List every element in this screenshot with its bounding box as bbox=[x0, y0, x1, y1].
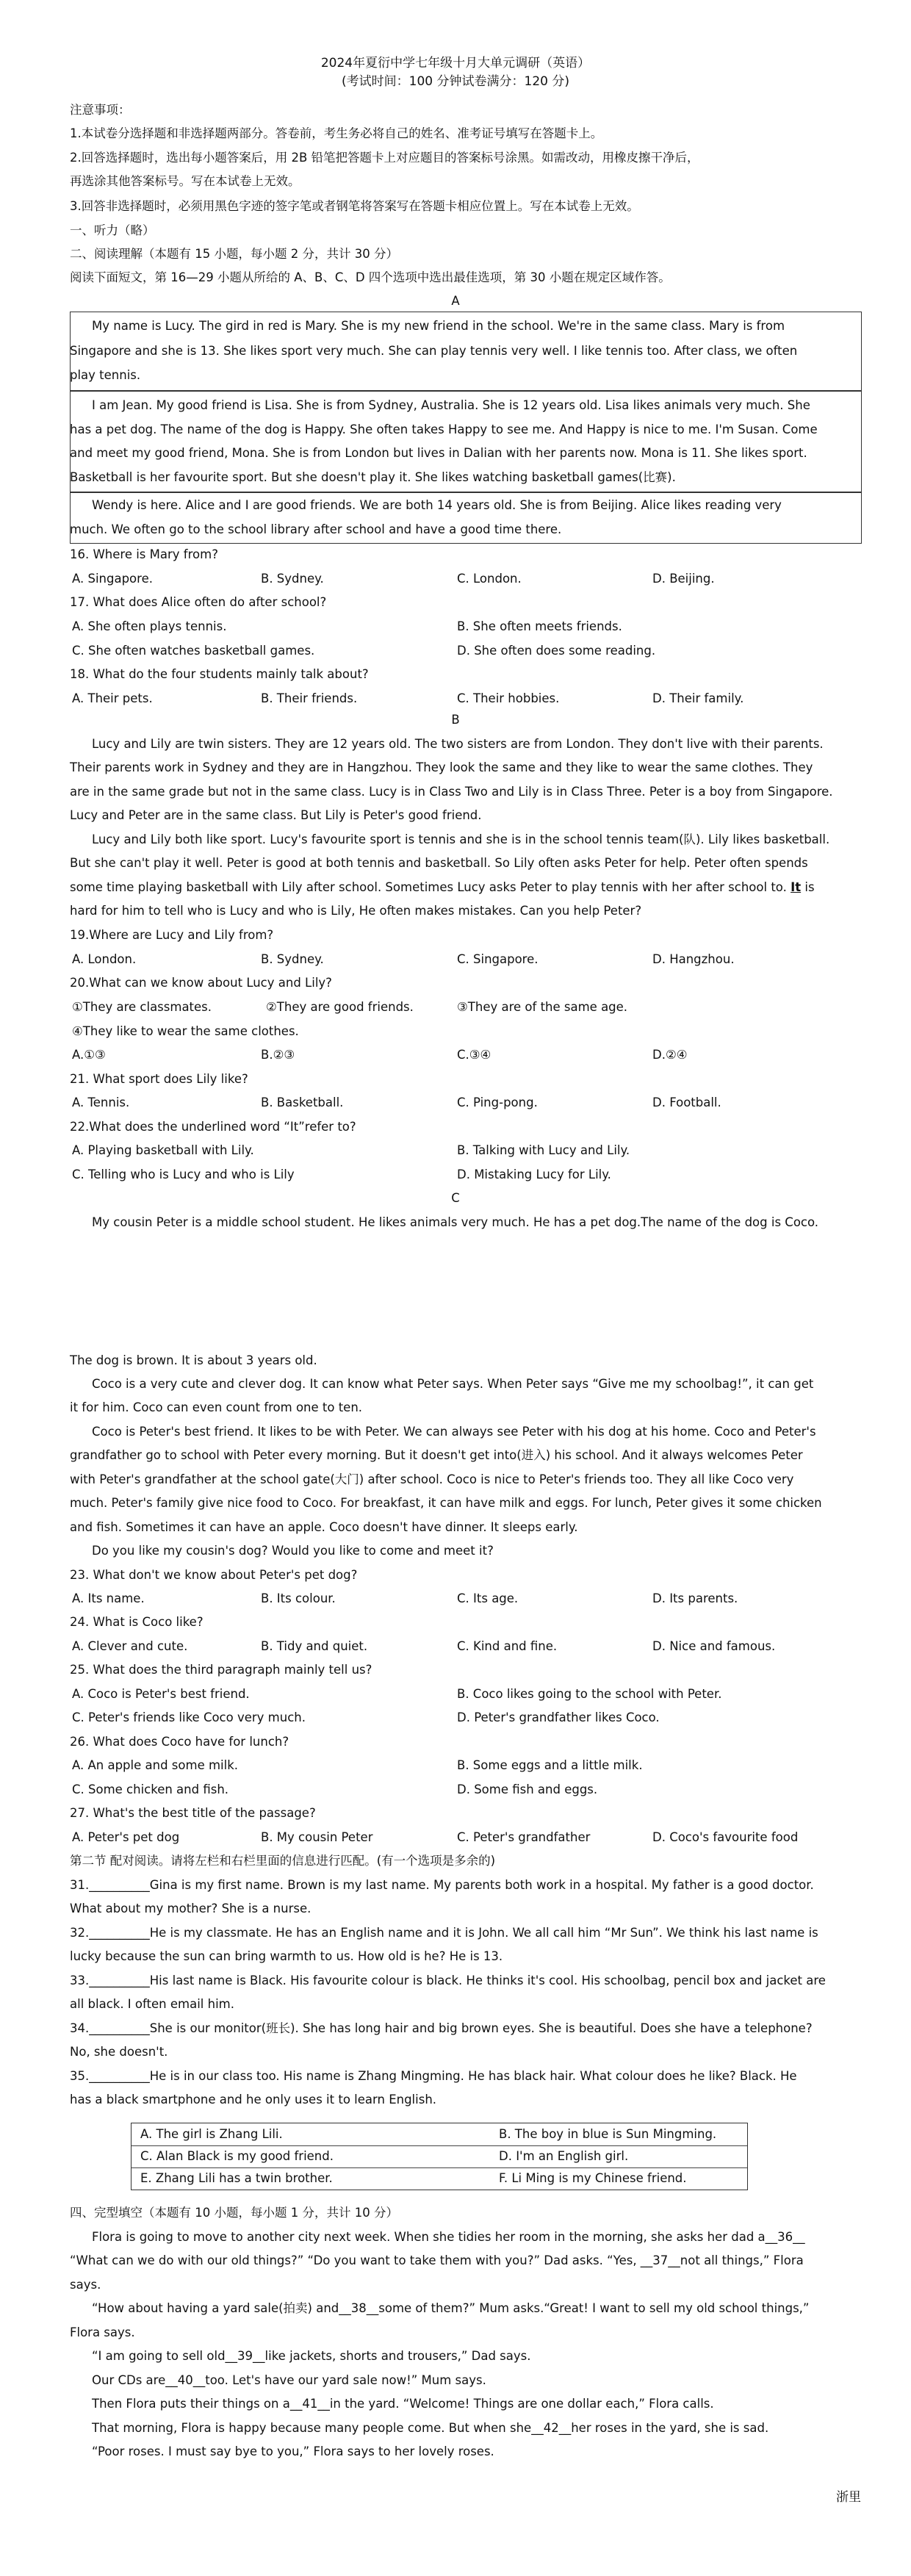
matching-options-row bbox=[132, 2123, 747, 2146]
option-27d: D. Coco's favourite food bbox=[652, 1830, 799, 1844]
option-22c: C. Telling who is Lucy and who is Lily bbox=[72, 1168, 295, 1181]
option-23d: D. Its parents. bbox=[652, 1591, 738, 1605]
option-17a: A. She often plays tennis. bbox=[72, 619, 227, 633]
option-21c: C. Ping-pong. bbox=[457, 1095, 538, 1109]
passage-b-p1-line: Their parents work in Sydney and they are in Hangzhou. They look the same and they like to wear the same clothes. They bbox=[70, 760, 813, 774]
passage-b-p1-line: are in the same grade but not in the same class. Lucy is in Class Two and Lily is in Class Three. Peter is a boy from Singapore. bbox=[70, 785, 833, 799]
matching-option-a: A. The girl is Zhang Lili. bbox=[140, 2127, 283, 2141]
matching-option-d: D. I'm an English girl. bbox=[499, 2149, 629, 2163]
passage-label-a: A bbox=[451, 294, 460, 308]
option-25b: B. Coco likes going to the school with Peter. bbox=[457, 1687, 722, 1701]
matching-line: has a black smartphone and he only uses it to learn English. bbox=[70, 2093, 437, 2107]
cloze-line: Flora says. bbox=[70, 2325, 135, 2339]
question-22: 22.What does the underlined word “It”refer to? bbox=[70, 1120, 356, 1134]
option-21a: A. Tennis. bbox=[72, 1095, 130, 1109]
notice-item: 再选涂其他答案标号。写在本试卷上无效。 bbox=[70, 174, 300, 188]
passage-c-p4-line: Do you like my cousin's dog? Would you like to come and meet it? bbox=[92, 1544, 494, 1558]
option-18a: A. Their pets. bbox=[72, 691, 153, 705]
option-26b: B. Some eggs and a little milk. bbox=[457, 1758, 643, 1772]
option-19b: B. Sydney. bbox=[261, 952, 324, 966]
matching-heading: 第二节 配对阅读。请将左栏和右栏里面的信息进行匹配。(有一个选项是多余的) bbox=[70, 1854, 496, 1868]
matching-line: 35.__________He is in our class too. His name is Zhang Mingming. He has black hair. What colour does he like? Black. He bbox=[70, 2069, 797, 2083]
option-19d: D. Hangzhou. bbox=[652, 952, 735, 966]
passage-b-p2-line: hard for him to tell who is Lucy and who is Lily, He often makes mistakes. Can you help Peter? bbox=[70, 904, 642, 918]
matching-line: 31.__________Gina is my first name. Brown is my last name. My parents both work in a hospital. My father is a good doctor. bbox=[70, 1878, 814, 1892]
passage-b-p1-line: Lucy and Lily are twin sisters. They are 12 years old. The two sisters are from London. They don't live with their parents. bbox=[92, 737, 824, 751]
question-27: 27. What's the best title of the passage? bbox=[70, 1806, 316, 1820]
option-23b: B. Its colour. bbox=[261, 1591, 336, 1605]
option-18b: B. Their friends. bbox=[261, 691, 358, 705]
matching-options-table bbox=[131, 2123, 748, 2190]
section-heading-listening: 一、听力（略） bbox=[70, 223, 155, 237]
option-16c: C. London. bbox=[457, 572, 522, 586]
matching-line: 33.__________His last name is Black. His favourite colour is black. He thinks it's cool. His schoolbag, pencil box and jacket are bbox=[70, 1974, 826, 1987]
passage-a-p2-line: has a pet dog. The name of the dog is Happy. She often takes Happy to see me. And Happy is nice to me. I'm Susan. Come bbox=[70, 422, 818, 436]
option-24c: C. Kind and fine. bbox=[457, 1639, 558, 1653]
passage-c-p3-line: grandfather go to school with Peter every morning. But it doesn't get into(进入) his school. And it always welcomes Peter bbox=[70, 1448, 803, 1462]
option-20a: A.①③ bbox=[72, 1048, 106, 1062]
option-20d: D.②④ bbox=[652, 1048, 688, 1062]
statement-3: ③They are of the same age. bbox=[457, 1000, 628, 1014]
passage-a-p3-line: much. We often go to the school library after school and have a good time there. bbox=[70, 522, 562, 536]
option-20c: C.③④ bbox=[457, 1048, 491, 1062]
matching-option-b: B. The boy in blue is Sun Mingming. bbox=[499, 2127, 717, 2141]
passage-b-p2-line: Lucy and Lily both like sport. Lucy's favourite sport is tennis and she is in the school tennis team(队). Lily likes basketball. bbox=[92, 832, 830, 846]
passage-a-p2-line: Basketball is her favourite sport. But she doesn't play it. She likes watching basketball games(比赛). bbox=[70, 470, 676, 484]
passage-c-p3-line: with Peter's grandfather at the school gate(大门) after school. Coco is nice to Peter's friends too. They all like Coco very bbox=[70, 1472, 794, 1486]
cloze-heading: 四、完型填空（本题有 10 小题，每小题 1 分，共计 10 分） bbox=[70, 2206, 398, 2220]
option-22a: A. Playing basketball with Lily. bbox=[72, 1143, 254, 1157]
option-17d: D. She often does some reading. bbox=[457, 644, 656, 658]
question-26: 26. What does Coco have for lunch? bbox=[70, 1735, 289, 1749]
cloze-line: “How about having a yard sale(拍卖) and__38__some of them?” Mum asks.“Great! I want to sell my old school things,” bbox=[92, 2301, 810, 2315]
question-18: 18. What do the four students mainly talk about? bbox=[70, 667, 369, 681]
cloze-line: “What can we do with our old things?” “Do you want to take them with you?” Dad asks. “Yes, __37__not all things,” Flora bbox=[70, 2253, 804, 2267]
option-18c: C. Their hobbies. bbox=[457, 691, 560, 705]
option-16d: D. Beijing. bbox=[652, 572, 715, 586]
matching-line: lucky because the sun can bring warmth to us. How old is he? He is 13. bbox=[70, 1949, 503, 1963]
notice-item: 1.本试卷分选择题和非选择题两部分。答卷前，考生务必将自己的姓名、准考证号填写在答题卡上。 bbox=[70, 126, 603, 140]
option-21d: D. Football. bbox=[652, 1095, 721, 1109]
option-23c: C. Its age. bbox=[457, 1591, 519, 1605]
option-25a: A. Coco is Peter's best friend. bbox=[72, 1687, 250, 1701]
statement-2: ②They are good friends. bbox=[266, 1000, 414, 1014]
option-19a: A. London. bbox=[72, 952, 137, 966]
matching-option-c: C. Alan Black is my good friend. bbox=[140, 2149, 334, 2163]
footer-region-mark: 浙里 bbox=[836, 2490, 861, 2505]
notice-heading: 注意事项： bbox=[70, 103, 131, 117]
option-17b: B. She often meets friends. bbox=[457, 619, 622, 633]
cloze-line: That morning, Flora is happy because many people come. But when she__42__her roses in the yard, she is sad. bbox=[92, 2421, 769, 2435]
matching-line: 32.__________He is my classmate. He has an English name and it is John. We all call him “Mr Sun”. We think his last name is bbox=[70, 1926, 818, 1940]
option-24a: A. Clever and cute. bbox=[72, 1639, 188, 1653]
notice-item: 2.回答选择题时，选出每小题答案后，用 2B 铅笔把答题卡上对应题目的答案标号涂黑。如需改动，用橡皮擦干净后， bbox=[70, 151, 699, 165]
cloze-line: Our CDs are__40__too. Let's have our yard sale now!” Mum says. bbox=[92, 2373, 486, 2387]
option-22d: D. Mistaking Lucy for Lily. bbox=[457, 1168, 611, 1181]
question-17: 17. What does Alice often do after school? bbox=[70, 595, 327, 609]
matching-option-e: E. Zhang Lili has a twin brother. bbox=[140, 2171, 333, 2185]
passage-c-p1-cont: The dog is brown. It is about 3 years old. bbox=[70, 1353, 317, 1367]
option-16a: A. Singapore. bbox=[72, 572, 153, 586]
passage-label-b: B bbox=[451, 713, 460, 727]
option-26c: C. Some chicken and fish. bbox=[72, 1782, 229, 1796]
matching-options-row bbox=[132, 2145, 747, 2168]
passage-a-p3-line: Wendy is here. Alice and I are good friends. We are both 14 years old. She is from Beijing. Alice likes reading very bbox=[92, 498, 782, 512]
matching-line: No, she doesn't. bbox=[70, 2045, 168, 2059]
passage-label-c: C bbox=[451, 1191, 460, 1205]
exam-subtitle: (考试时间：100 分钟试卷满分：120 分) bbox=[342, 74, 569, 89]
option-19c: C. Singapore. bbox=[457, 952, 539, 966]
option-25c: C. Peter's friends like Coco very much. bbox=[72, 1710, 306, 1724]
cloze-line: “I am going to sell old__39__like jackets, shorts and trousers,” Dad says. bbox=[92, 2349, 531, 2363]
question-16: 16. Where is Mary from? bbox=[70, 547, 218, 561]
section-heading-reading: 二、阅读理解（本题有 15 小题，每小题 2 分，共计 30 分） bbox=[70, 247, 398, 261]
option-25d: D. Peter's grandfather likes Coco. bbox=[457, 1710, 660, 1724]
option-27a: A. Peter's pet dog bbox=[72, 1830, 180, 1844]
passage-c-p3-line: much. Peter's family give nice food to Coco. For breakfast, it can have milk and eggs. For lunch, Peter gives it some chicken bbox=[70, 1496, 822, 1510]
passage-b-p2-line: But she can't play it well. Peter is good at both tennis and basketball. So Lily often asks Peter for help. Peter often spends bbox=[70, 856, 808, 870]
cloze-line: Then Flora puts their things on a__41__in the yard. “Welcome! Things are one dollar each,” Flora calls. bbox=[92, 2397, 714, 2411]
option-23a: A. Its name. bbox=[72, 1591, 145, 1605]
option-17c: C. She often watches basketball games. bbox=[72, 644, 315, 658]
passage-b-p1-line: Lucy and Peter are in the same class. But Lily is Peter's good friend. bbox=[70, 808, 482, 822]
matching-line: What about my mother? She is a nurse. bbox=[70, 1902, 312, 1915]
option-22b: B. Talking with Lucy and Lily. bbox=[457, 1143, 630, 1157]
question-25: 25. What does the third paragraph mainly tell us? bbox=[70, 1663, 372, 1677]
passage-c-p2-line: Coco is a very cute and clever dog. It can know what Peter says. When Peter says “Give me my schoolbag!”, it can get bbox=[92, 1377, 814, 1391]
exam-title: 2024年夏衍中学七年级十月大单元调研（英语） bbox=[320, 56, 591, 71]
passage-c-p3-line: and fish. Sometimes it can have an apple. Coco doesn't have dinner. It sleeps early. bbox=[70, 1520, 578, 1534]
statement-4: ④They like to wear the same clothes. bbox=[72, 1024, 299, 1038]
passage-b-p2-line bbox=[70, 880, 865, 895]
option-24b: B. Tidy and quiet. bbox=[261, 1639, 368, 1653]
option-26a: A. An apple and some milk. bbox=[72, 1758, 239, 1772]
question-24: 24. What is Coco like? bbox=[70, 1615, 204, 1629]
matching-options-row bbox=[132, 2167, 747, 2190]
question-19: 19.Where are Lucy and Lily from? bbox=[70, 928, 274, 942]
option-21b: B. Basketball. bbox=[261, 1095, 344, 1109]
option-18d: D. Their family. bbox=[652, 691, 744, 705]
passage-c-p3-line: Coco is Peter's best friend. It likes to be with Peter. We can always see Peter with his dog at his home. Coco and Peter's bbox=[92, 1425, 816, 1439]
cloze-line: “Poor roses. I must say bye to you,” Flora says to her lovely roses. bbox=[92, 2444, 494, 2458]
question-21: 21. What sport does Lily like? bbox=[70, 1072, 248, 1086]
reading-instruction: 阅读下面短文，第 16—29 小题从所给的 A、B、C、D 四个选项中选出最佳选项，第 30 小题在规定区域作答。 bbox=[70, 270, 671, 284]
passage-c-p1-line: My cousin Peter is a middle school student. He likes animals very much. He has a pet dog.The name of the dog is Coco. bbox=[92, 1215, 819, 1229]
question-23: 23. What don't we know about Peter's pet dog? bbox=[70, 1568, 358, 1582]
passage-a-p1-line: play tennis. bbox=[70, 368, 141, 382]
underlined-word-it: It bbox=[791, 880, 802, 894]
passage-a-p1-line: Singapore and she is 13. She likes sport very much. She can play tennis very well. I like tennis too. After class, we often bbox=[70, 344, 798, 358]
matching-option-f: F. Li Ming is my Chinese friend. bbox=[499, 2171, 687, 2185]
passage-b-p2-text: some time playing basketball with Lily after school. Sometimes Lucy asks Peter to play tennis with her after school to. bbox=[70, 880, 787, 894]
option-20b: B.②③ bbox=[261, 1048, 295, 1062]
statement-1: ①They are classmates. bbox=[72, 1000, 212, 1014]
option-26d: D. Some fish and eggs. bbox=[457, 1782, 598, 1796]
option-27c: C. Peter's grandfather bbox=[457, 1830, 591, 1844]
passage-a-p2-line: I am Jean. My good friend is Lisa. She is from Sydney, Australia. She is 12 years old. Lisa likes animals very much. She bbox=[92, 398, 810, 412]
cloze-line: Flora is going to move to another city next week. When she tidies her room in the morning, she asks her dad a__36__ bbox=[92, 2230, 805, 2244]
passage-a-p1-line: My name is Lucy. The gird in red is Mary. She is my new friend in the school. We're in the same class. Mary is from bbox=[92, 319, 785, 333]
notice-item: 3.回答非选择题时，必须用黑色字迹的签字笔或者钢笔将答案写在答题卡相应位置上。写在本试卷上无效。 bbox=[70, 199, 639, 213]
cloze-line: says. bbox=[70, 2278, 101, 2292]
passage-b-p2-tail: is bbox=[801, 880, 815, 894]
matching-line: 34.__________She is our monitor(班长). She has long hair and big brown eyes. She is beautiful. Does she have a telephone? bbox=[70, 2021, 813, 2035]
matching-line: all black. I often email him. bbox=[70, 1997, 234, 2011]
passage-a-p2-line: and meet my good friend, Mona. She is from London but lives in Dalian with her parents now. Mona is 11. She likes sport. bbox=[70, 446, 807, 460]
option-27b: B. My cousin Peter bbox=[261, 1830, 373, 1844]
question-20: 20.What can we know about Lucy and Lily? bbox=[70, 976, 332, 990]
option-24d: D. Nice and famous. bbox=[652, 1639, 776, 1653]
passage-c-p2-line: it for him. Coco can even count from one to ten. bbox=[70, 1400, 363, 1414]
option-16b: B. Sydney. bbox=[261, 572, 324, 586]
